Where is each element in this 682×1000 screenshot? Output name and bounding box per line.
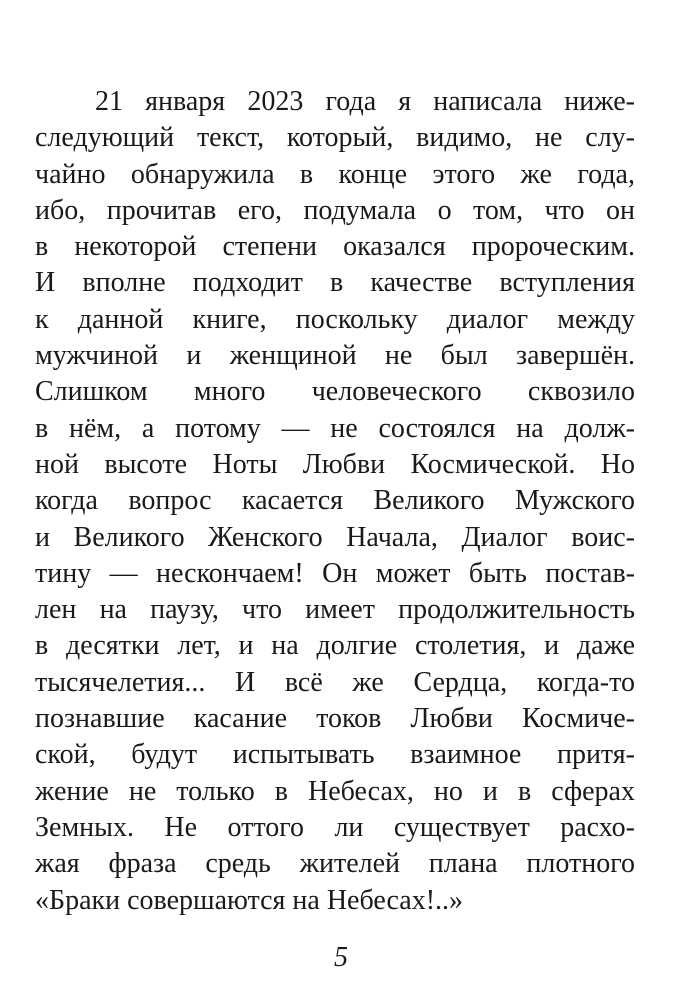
- text-line: когда вопрос касается Великого Мужского: [35, 485, 635, 517]
- text-line: тину — нескончаем! Он может быть постав-: [35, 557, 635, 589]
- text-line: в десятки лет, и на долгие столетия, и даже: [35, 630, 635, 662]
- text-line: и Великого Женского Начала, Диалог воис-: [35, 521, 635, 553]
- page-number: 5: [334, 942, 348, 973]
- text-line: лен на паузу, что имеет продолжительность: [35, 594, 635, 626]
- text-line: Слишком много человеческого сквозило: [35, 376, 635, 408]
- text-line: в нём, а потому — не состоялся на долж-: [35, 412, 635, 444]
- text-line: ибо, прочитав его, подумала о том, что он: [35, 194, 635, 226]
- text-line: в некоторой степени оказался пророческим.: [35, 231, 635, 263]
- body-paragraph: [35, 84, 635, 919]
- text-line: к данной книге, поскольку диалог между: [35, 303, 635, 335]
- text-line: ской, будут испытывать взаимное притя-: [35, 739, 635, 771]
- text-line: Земных. Не оттого ли существует расхо-: [35, 811, 635, 843]
- text-line: ной высоте Ноты Любви Космической. Но: [35, 448, 635, 480]
- text-line: 21 января 2023 года я написала ниже-: [95, 86, 635, 117]
- text-line: следующий текст, который, видимо, не слу-: [35, 122, 635, 154]
- text-line: И вполне подходит в качестве вступления: [35, 267, 635, 299]
- text-line: чайно обнаружила в конце этого же года,: [35, 158, 635, 190]
- text-line: жая фраза средь жителей плана плотного: [35, 848, 635, 880]
- text-line: познавшие касание токов Любви Космиче-: [35, 703, 635, 735]
- text-line: тысячелетия... И всё же Сердца, когда-то: [35, 666, 635, 698]
- text-line: «Браки совершаются на Небесах!..»: [35, 884, 464, 916]
- text-line: мужчиной и женщиной не был завершён.: [35, 340, 635, 372]
- text-line: жение не только в Небесах, но и в сферах: [35, 775, 635, 807]
